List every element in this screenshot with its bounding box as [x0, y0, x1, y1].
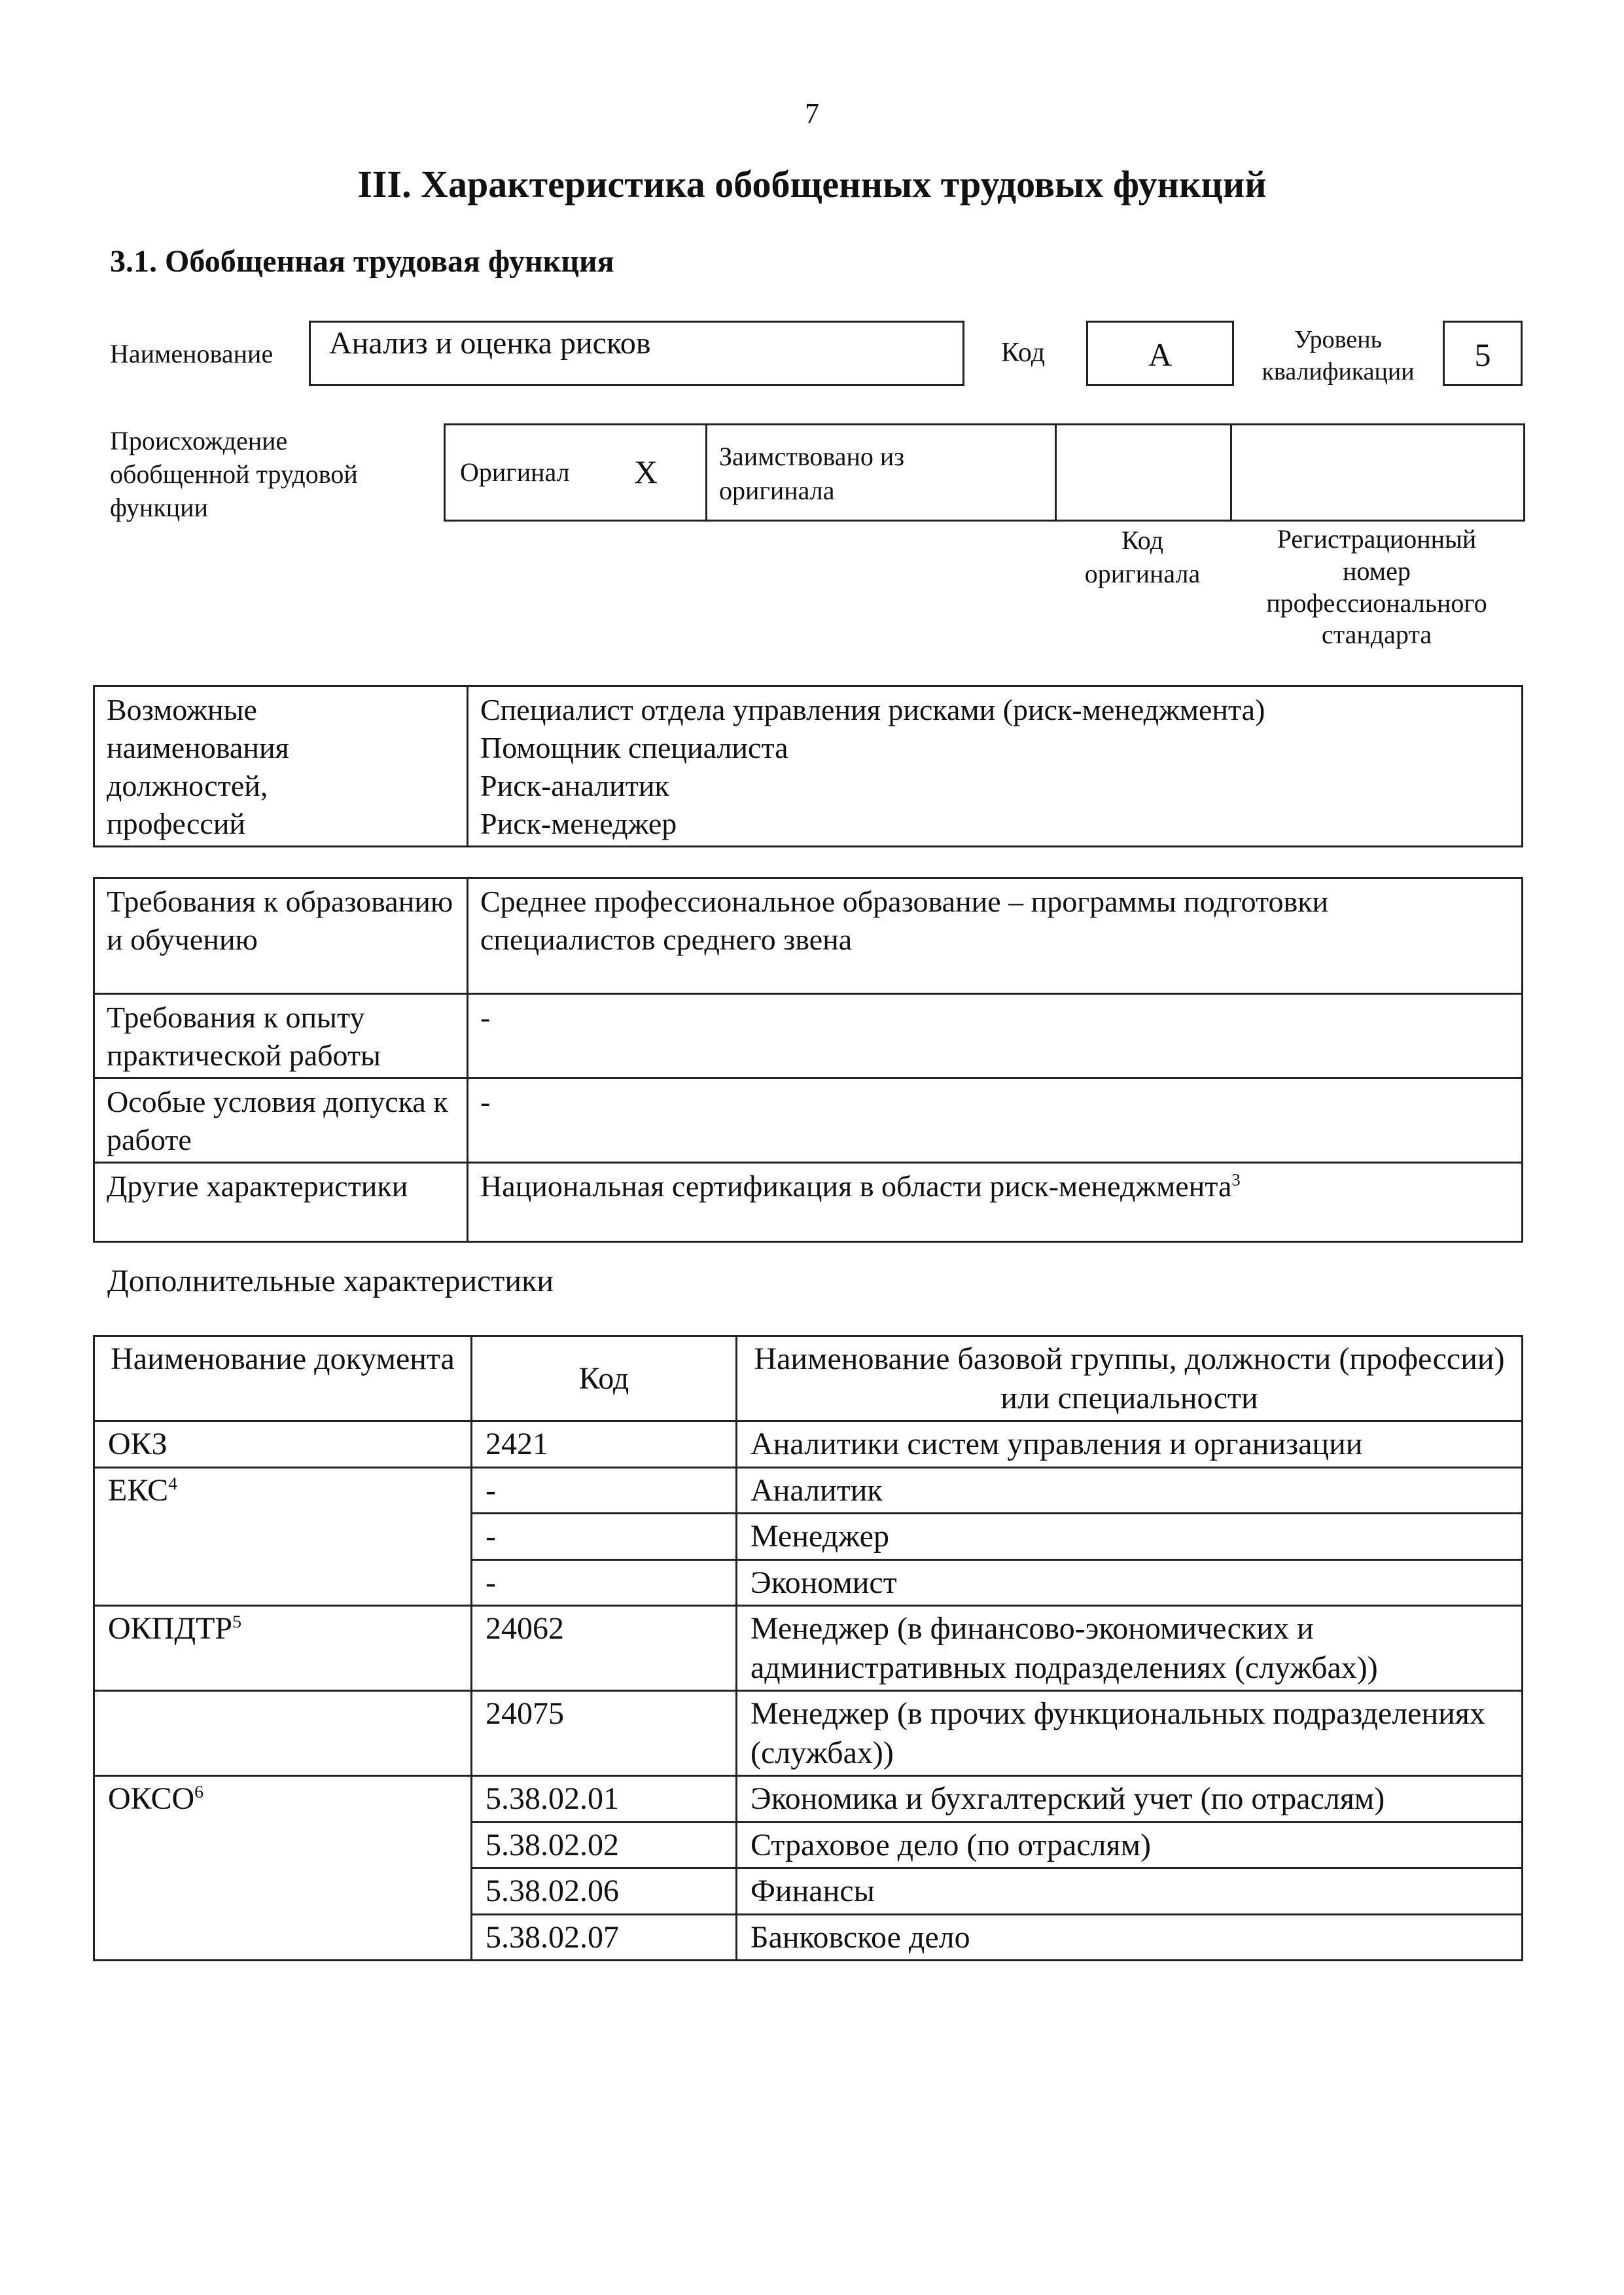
additional-title: Дополнительные характеристики — [107, 1264, 554, 1298]
level-label-line-2: квалификации — [1262, 358, 1415, 386]
code-value-box — [1086, 321, 1234, 386]
conditions-label: Особые условия допуска к работе — [94, 1078, 468, 1162]
level-value-box — [1443, 321, 1523, 386]
original-mark: X — [634, 454, 658, 490]
origin-reg-cell — [1231, 425, 1525, 521]
code-value: A — [1148, 336, 1173, 373]
name-label: Наименование — [110, 339, 274, 368]
table-row — [94, 1467, 1523, 1514]
other-label: Другие характеристики — [94, 1162, 468, 1241]
eks-code: - — [472, 1559, 737, 1606]
okso-footnote: 6 — [194, 1782, 204, 1803]
okz-code: 2421 — [472, 1421, 737, 1468]
okz-name: Аналитики систем управления и организации — [737, 1421, 1523, 1468]
okpdtr-doc-empty — [94, 1691, 472, 1776]
origin-label-line-1: Происхождение — [110, 426, 288, 455]
borrowed-label-line-2: оригинала — [719, 476, 835, 505]
okpdtr-name: Менеджер (в прочих функциональных подразделениях (службах)) — [737, 1691, 1523, 1776]
positions-list — [468, 686, 1523, 847]
okpdtr-footnote: 5 — [232, 1612, 242, 1633]
eks-name: Экономист — [737, 1559, 1523, 1606]
origin-original-cell — [445, 425, 707, 521]
okso-code: 5.38.02.01 — [472, 1776, 737, 1823]
okso-code: 5.38.02.07 — [472, 1914, 737, 1961]
okso-doc: ОКСО — [108, 1781, 195, 1817]
table-row — [94, 1606, 1523, 1691]
additional-table — [93, 1335, 1523, 1961]
okpdtr-name: Менеджер (в финансово-экономических и административных подразделениях (службах)) — [737, 1606, 1523, 1691]
eks-code: - — [472, 1514, 737, 1560]
reg-caption-line-3: профессионального — [1266, 588, 1487, 618]
level-value: 5 — [1474, 336, 1491, 373]
subsection-title: 3.1. Обобщенная трудовая функция — [110, 244, 614, 279]
okso-code: 5.38.02.06 — [472, 1868, 737, 1915]
borrowed-label — [719, 440, 904, 508]
code-caption-line-1: Код — [1121, 525, 1163, 555]
okso-code: 5.38.02.02 — [472, 1822, 737, 1868]
name-value: Анализ и оценка рисков — [329, 326, 651, 361]
level-label-line-1: Уровень — [1294, 326, 1382, 353]
table-row — [94, 1421, 1523, 1468]
code-label: Код — [1001, 338, 1046, 368]
origin-borrowed-cell — [707, 425, 1056, 521]
okso-name: Банковское дело — [737, 1914, 1523, 1961]
reg-caption-line-2: номер — [1343, 556, 1411, 586]
okpdtr-doc: ОКПДТР — [108, 1611, 233, 1646]
col-header-code: Код — [472, 1336, 737, 1421]
eks-doc-cell — [94, 1467, 472, 1606]
okpdtr-code: 24075 — [472, 1691, 737, 1776]
eks-name: Аналитик — [737, 1467, 1523, 1514]
reg-caption-line-1: Регистрационный — [1277, 524, 1477, 554]
reg-caption — [1230, 524, 1523, 651]
okso-name: Финансы — [737, 1868, 1523, 1915]
education-label: Требования к образованию и обучению — [94, 878, 468, 994]
origin-label-line-2: обобщенной трудовой — [110, 459, 358, 489]
eks-name: Менеджер — [737, 1514, 1523, 1560]
requirements-table — [93, 877, 1523, 1243]
experience-label: Требования к опыту практической работы — [94, 994, 468, 1078]
origin-label — [110, 424, 358, 525]
col-header-doc: Наименование документа — [94, 1336, 472, 1421]
position-item: Помощник специалиста — [480, 730, 788, 764]
borrowed-label-line-1: Заимствовано из — [719, 442, 905, 471]
other-footnote: 3 — [1231, 1169, 1241, 1190]
reg-caption-line-4: стандарта — [1321, 620, 1432, 650]
other-value: Национальная сертификация в области риск-менеджмента — [480, 1169, 1232, 1203]
okso-doc-cell — [94, 1776, 472, 1961]
okso-name: Экономика и бухгалтерский учет (по отраслям) — [737, 1776, 1523, 1823]
experience-value: - — [468, 994, 1523, 1078]
name-value-box — [309, 321, 964, 386]
okso-name: Страховое дело (по отраслям) — [737, 1822, 1523, 1868]
origin-grid — [444, 423, 1525, 522]
origin-label-line-3: функции — [110, 493, 208, 523]
eks-code: - — [472, 1467, 737, 1514]
section-title: III. Характеристика обобщенных трудовых функций — [357, 163, 1267, 205]
eks-doc: ЕКС — [108, 1472, 169, 1508]
other-value-cell — [468, 1162, 1523, 1241]
positions-label-line-3: должностей, — [107, 768, 268, 802]
table-row — [94, 1691, 1523, 1776]
position-item: Риск-аналитик — [480, 768, 669, 802]
positions-label — [94, 686, 468, 847]
table-row — [94, 1776, 1523, 1823]
col-header-name: Наименование базовой группы, должности (профессии) или специальности — [737, 1336, 1523, 1421]
conditions-value: - — [468, 1078, 1523, 1162]
positions-label-line-2: наименования — [107, 730, 289, 764]
position-item: Риск-менеджер — [480, 806, 677, 840]
positions-label-line-4: профессий — [107, 806, 246, 840]
okpdtr-doc-cell — [94, 1606, 472, 1691]
okpdtr-code: 24062 — [472, 1606, 737, 1691]
positions-table — [93, 685, 1523, 847]
code-caption-line-2: оригинала — [1084, 559, 1201, 589]
eks-footnote: 4 — [168, 1473, 178, 1494]
page-number: 7 — [805, 98, 819, 130]
level-label — [1256, 324, 1420, 389]
education-value: Среднее профессиональное образование – программы подготовки специалистов среднего звена — [468, 878, 1523, 994]
position-item: Специалист отдела управления рисками (риск-менеджмента) — [480, 693, 1265, 726]
okz-doc: ОКЗ — [94, 1421, 472, 1468]
original-label: Оригинал — [460, 457, 570, 487]
positions-label-line-1: Возможные — [107, 693, 257, 726]
origin-code-cell — [1056, 425, 1231, 521]
code-caption — [1055, 524, 1230, 590]
